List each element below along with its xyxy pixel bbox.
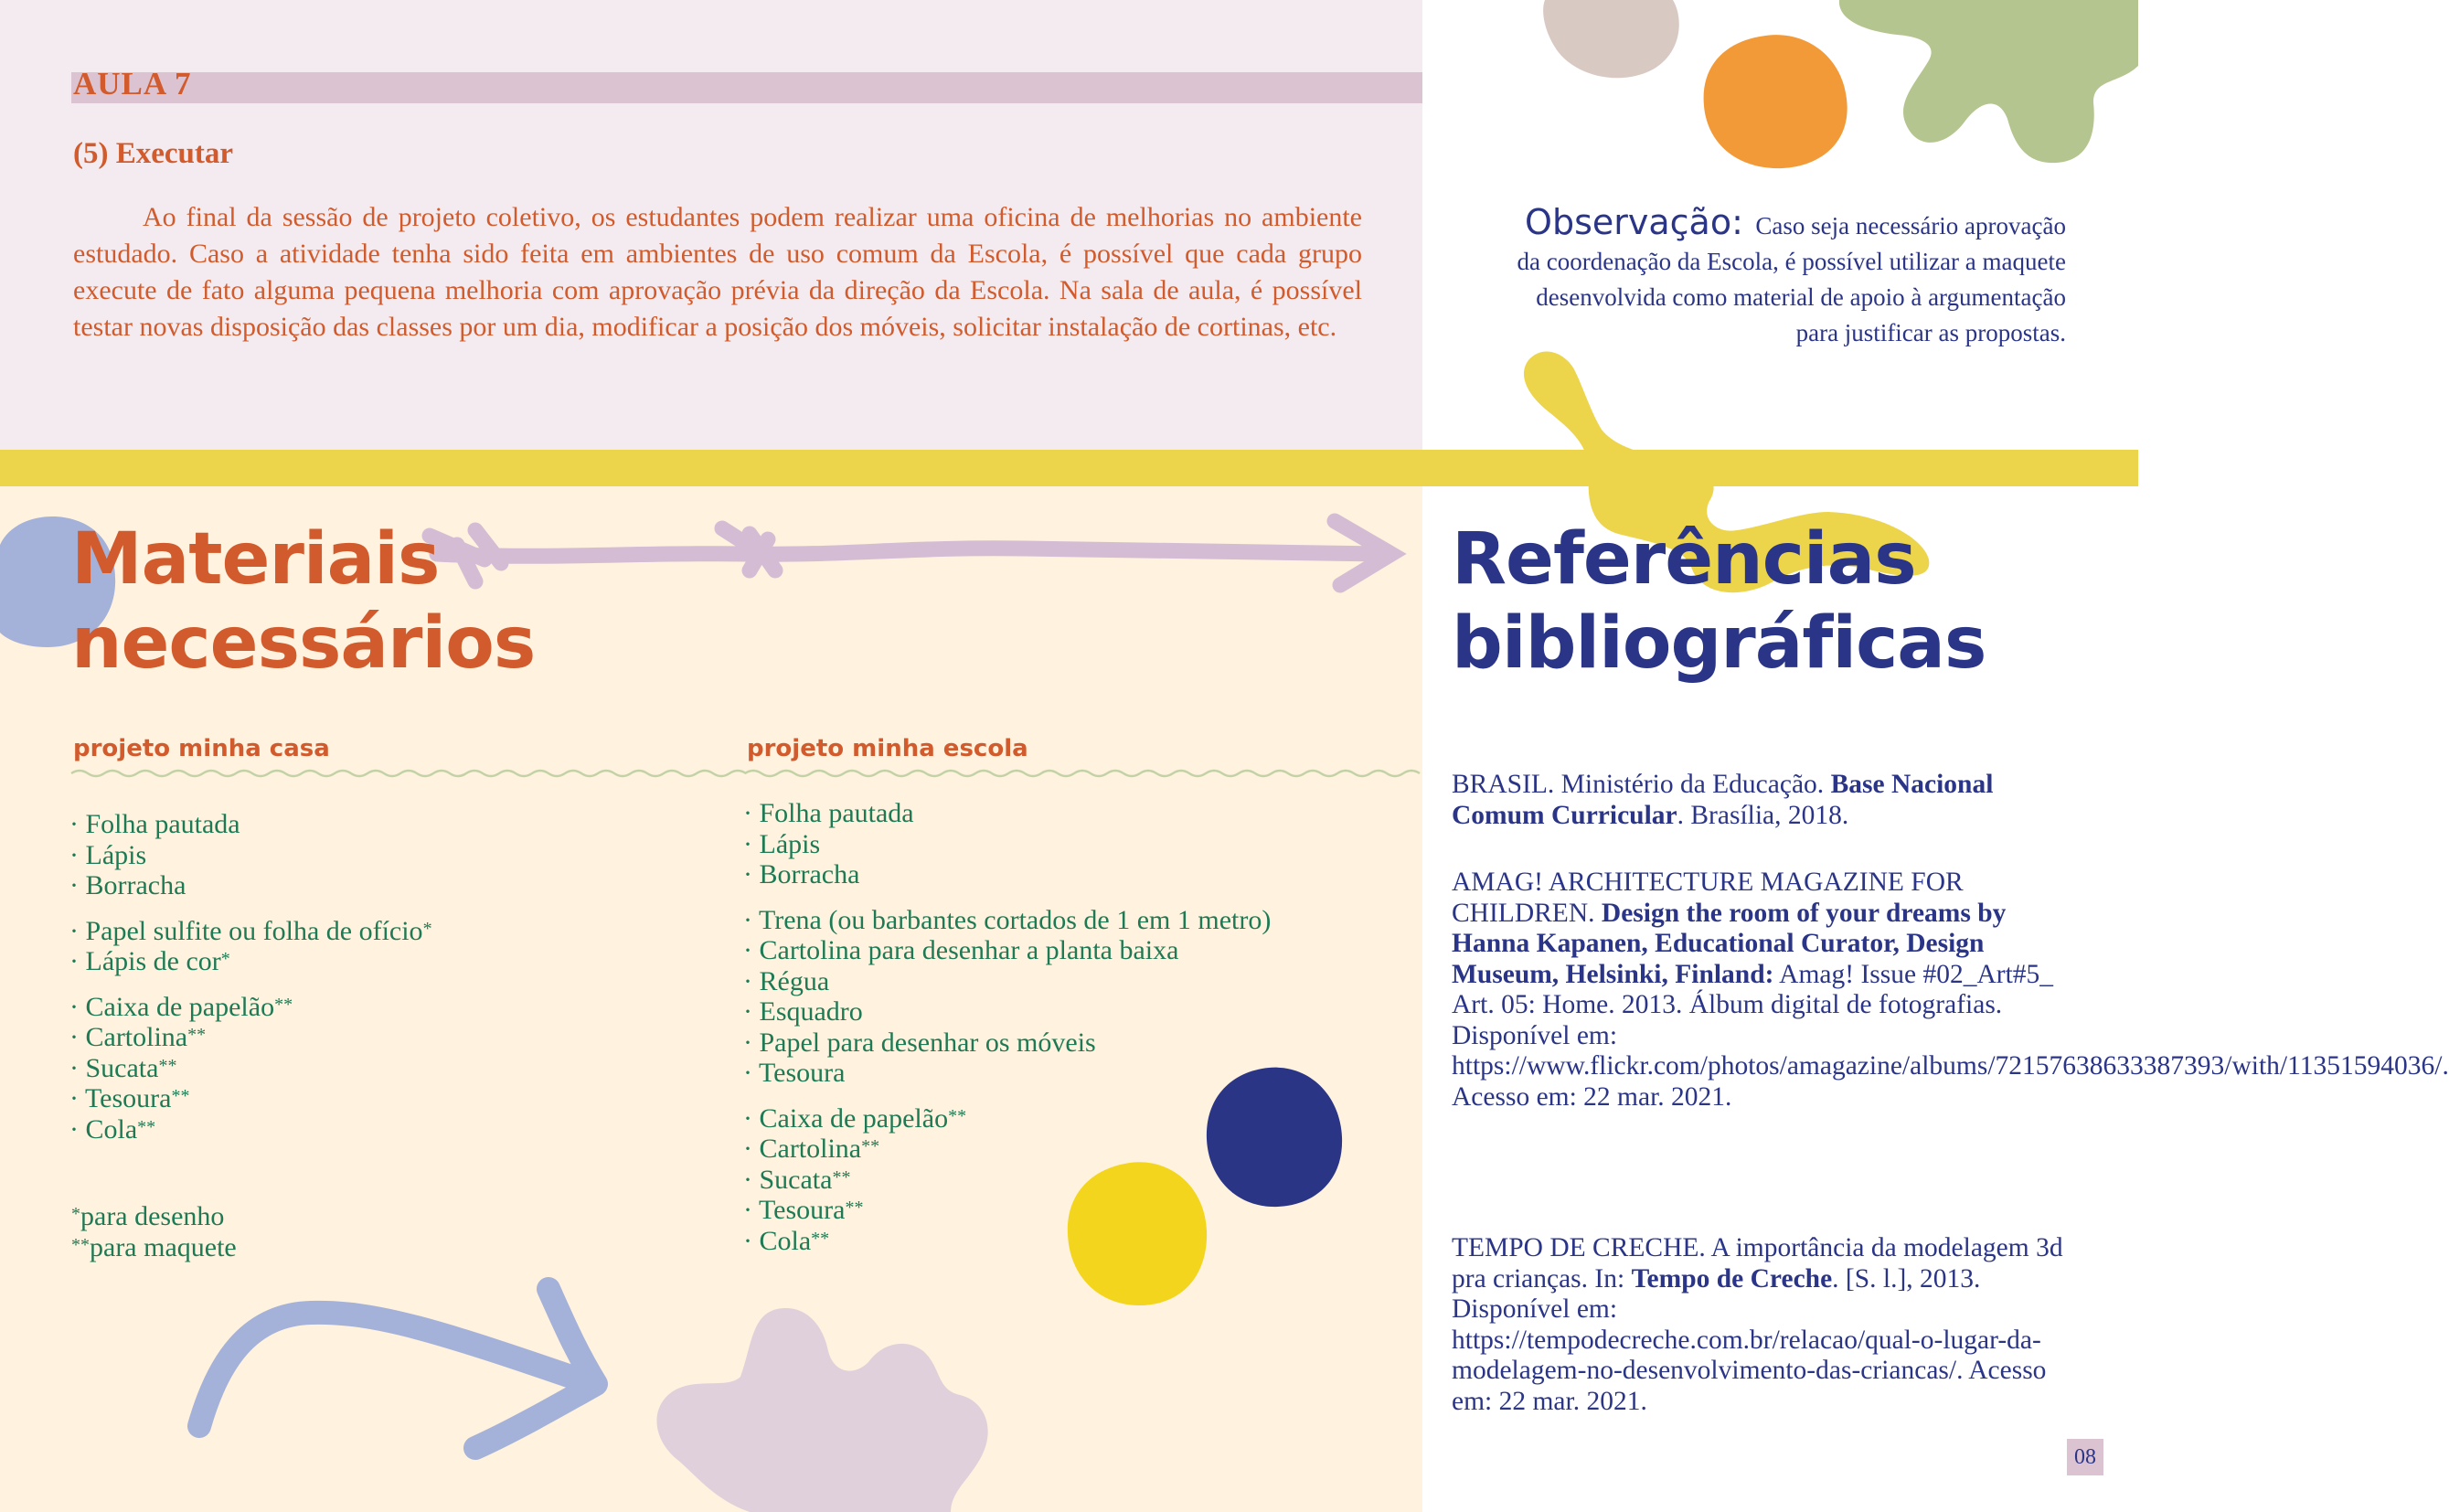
list-item: · Folha pautada: [69, 809, 240, 839]
reference-amag: AMAG! ARCHITECTURE MAGAZINE FOR CHILDREN. Design the room of your dreams by Hanna Kapanen, Educational Curator, Design Museum, Helsinki, Finland: Amag! Issue #02_Art#5_ Art. 05: Home. 2013. Álbum digital de fotografias. Disponível em: https://www.flickr.com/photos/amagazine/albums/72157638633387393/with/11351594036/. Acesso em: 22 mar. 2021.: [1452, 868, 2449, 1112]
list-item: · Lápis de cor*: [69, 946, 230, 976]
wavy-underline-casa: [71, 771, 746, 776]
list-item: · Cola**: [69, 1113, 156, 1145]
list-item: · Tesoura**: [743, 1195, 864, 1225]
page-number: 08: [2067, 1439, 2103, 1475]
list-item: · Tesoura: [743, 1058, 846, 1088]
orange-blob-shape: [1704, 35, 1847, 168]
list-item: · Lápis: [69, 839, 147, 870]
wavy-underline-escola: [745, 771, 1420, 776]
taupe-blob-shape: [1543, 0, 1679, 78]
escola-heading: projeto minha escola: [747, 735, 1028, 762]
footnote-model: para maquete: [90, 1232, 237, 1262]
footnotes: *para desenho **para maquete: [71, 1201, 237, 1262]
reference-tempo-de-creche: TEMPO DE CRECHE. A importância da modelagem 3d pra crianças. In: Tempo de Creche. [S. l.], 2013. Disponível em: https://tempodecreche.com.br/relacao/qual-o-lugar-da-modelagem-no-desenvolvimento-das-criancas/. Acesso em: 22 mar. 2021.: [1452, 1233, 2063, 1416]
references-title: [1452, 517, 1986, 686]
observation-note: [1499, 202, 2066, 351]
references-title-line1: Referências: [1452, 518, 1916, 601]
escola-materials-list: [743, 798, 1271, 1256]
list-item: · Tesoura**: [69, 1083, 190, 1113]
list-item: · Papel para desenhar os móveis: [743, 1027, 1096, 1058]
observation-title: Observação:: [1525, 202, 1743, 242]
list-item: · Borracha: [743, 859, 860, 889]
references-title-line2: bibliográficas: [1452, 602, 1986, 685]
lesson-title: AULA 7: [73, 66, 192, 101]
footnote-drawing: para desenho: [80, 1201, 225, 1231]
list-item: · Sucata**: [69, 1052, 177, 1083]
observation-text: Caso seja necessário aprovação da coordenação da Escola, é possível utilizar a maquete desenvolvida como material de apoio à argumentação para justificar as propostas.: [1517, 212, 2066, 346]
lilac-arrow-shape: [430, 521, 1391, 585]
intro-paragraph: Ao final da sessão de projeto coletivo, os estudantes podem realizar uma oficina de melhorias no ambiente estudado. Caso a atividade tenha sido feita em ambientes de uso comum da Escola, é possível que cada grupo execute de fato alguma pequena melhoria com aprovação prévia da direção da Escola. Na sala de aula, é possível testar novas disposição das classes por um dia, modificar a posição dos móveis, solicitar instalação de cortinas, etc.: [73, 202, 1362, 342]
reference-bncc: BRASIL. Ministério da Educação. Base Nacional Comum Curricular. Brasília, 2018.: [1452, 770, 1994, 830]
casa-materials-list: [69, 809, 432, 1145]
list-item: · Folha pautada: [743, 798, 914, 828]
list-item: · Lápis: [743, 828, 821, 859]
list-item: · Papel sulfite ou folha de ofício*: [69, 915, 432, 946]
materials-title-line1: Materiais: [71, 518, 440, 601]
materials-title-line2: necessários: [71, 602, 536, 685]
list-item: · Caixa de papelão**: [743, 1102, 967, 1134]
list-item: · Sucata**: [743, 1164, 851, 1195]
list-item: · Régua: [743, 965, 830, 996]
lesson-highlight-bar: [71, 72, 1422, 103]
blue-curved-arrow-shape: [199, 1289, 596, 1448]
list-item: · Cartolina**: [69, 1022, 207, 1052]
materials-title: [71, 517, 535, 686]
green-flower-shape: [1839, 0, 2138, 163]
list-item: · Cola**: [743, 1225, 830, 1256]
list-item: · Trena (ou barbantes cortados de 1 em 1 metro): [743, 904, 1272, 935]
list-item: · Cartolina**: [743, 1134, 880, 1164]
list-item: · Borracha: [69, 870, 186, 900]
step-title: (5) Executar: [73, 137, 234, 170]
lilac-flower-shape: [656, 1308, 987, 1512]
list-item: · Caixa de papelão**: [69, 991, 293, 1022]
list-item: · Cartolina para desenhar a planta baixa: [743, 935, 1179, 965]
casa-heading: projeto minha casa: [73, 735, 330, 762]
list-item: · Esquadro: [743, 996, 863, 1027]
